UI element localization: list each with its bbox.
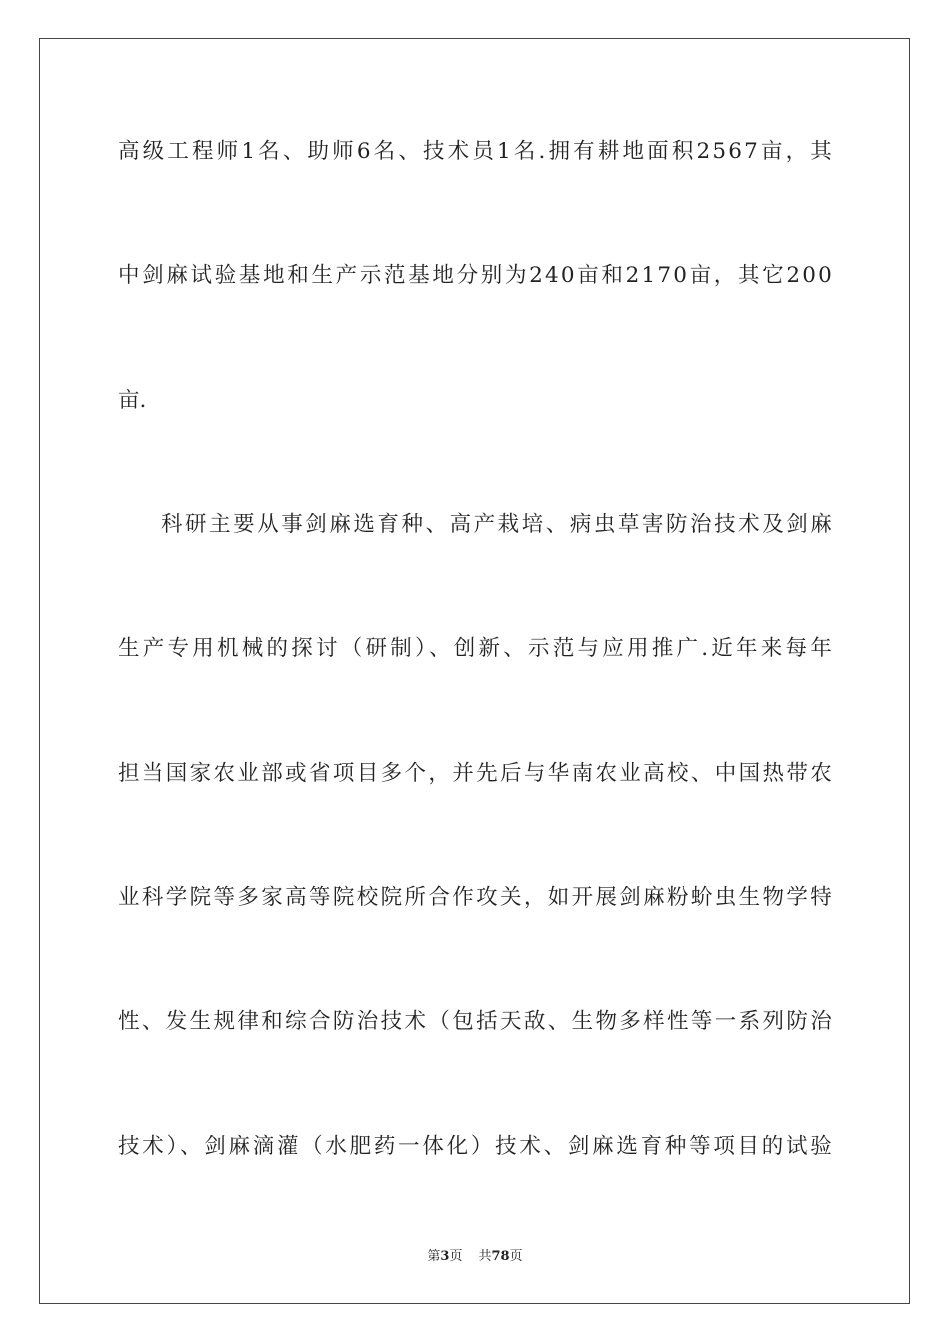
- body-text-line: 中剑麻试验基地和生产示范基地分别为240亩和2170亩，其它200: [118, 263, 834, 288]
- page-border: [39, 38, 910, 1304]
- body-text-line: 业科学院等多家高等院校院所合作攻关，如开展剑麻粉蚧虫生物学特: [118, 885, 834, 910]
- page-footer: [0, 1248, 950, 1266]
- page-suffix: 页: [449, 1249, 463, 1264]
- body-text-line: 性、发生规律和综合防治技术（包括天敌、生物多样性等一系列防治: [118, 1009, 834, 1034]
- total-prefix: 共: [478, 1249, 492, 1264]
- page-prefix: 第: [427, 1249, 441, 1264]
- total-pages: 78: [491, 1249, 510, 1264]
- body-text-line: 技术）、剑麻滴灌（水肥药一体化）技术、剑麻选育种等项目的试验: [118, 1134, 834, 1159]
- body-text-line: 高级工程师1名、助师6名、技术员1名.拥有耕地面积2567亩，其: [118, 139, 834, 164]
- body-text-line: 亩.: [118, 388, 147, 413]
- body-text-line: 担当国家农业部或省项目多个，并先后与华南农业高校、中国热带农: [118, 761, 834, 786]
- body-text-line: 生产专用机械的探讨（研制）、创新、示范与应用推广.近年来每年: [118, 636, 834, 661]
- total-suffix: 页: [509, 1249, 523, 1264]
- paragraph-first-line: 科研主要从事剑麻选育种、高产栽培、病虫草害防治技术及剑麻: [161, 512, 834, 537]
- page-number: 3: [440, 1249, 450, 1264]
